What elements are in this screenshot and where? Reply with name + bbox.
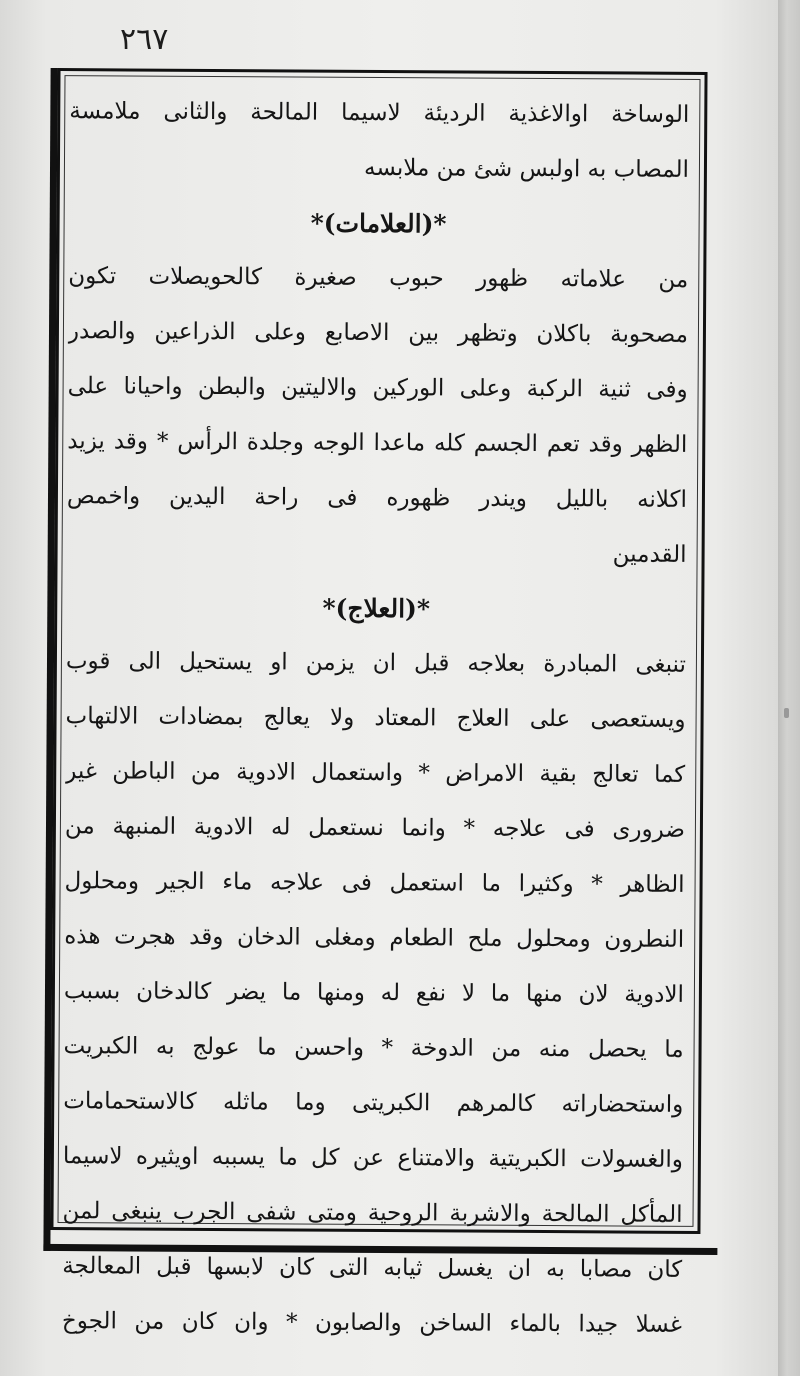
page-mark — [784, 708, 789, 718]
text-line: الوساخة اوالاغذية الرديئة لاسيما المالحة والثانى ملامسة — [69, 98, 690, 128]
text-line: المصاب به اولبس شئ من ملابسه — [363, 154, 690, 183]
next-page-edge — [778, 0, 800, 1376]
text-line: مصحوبة باكلان وتظهر بين الاصابع وعلى الذراعين والصدر — [67, 318, 689, 348]
text-line: القدمين — [612, 541, 687, 568]
text-line: ويستعصى على العلاج المعتاد ولا يعالج بمضادات الالتهاب — [65, 703, 686, 733]
text-line: من علاماته ظهور حبوب صغيرة كالحويصلات تكون — [68, 263, 689, 293]
text-line: الادوية لان منها ما لا نفع له ومنها ما يضر كالدخان بسبب — [63, 978, 684, 1008]
text-line: الظهر وقد تعم الجسم كله ماعدا الوجه وجلدة الرأس * وقد يزيد — [67, 428, 688, 458]
text-line: ما يحصل منه من الدوخة * واحسن ما عولج به الكبريت — [63, 1033, 684, 1063]
text-line: النطرون ومحلول ملح الطعام ومغلى الدخان وقد هجرت هذه — [64, 923, 685, 953]
text-block — [61, 84, 690, 1338]
section-heading: *(العلامات)* — [310, 208, 447, 239]
text-line: واستحضاراته كالمرهم الكبريتى وما ماثله كالاستحمامات — [63, 1088, 684, 1118]
text-line: وفى ثنية الركبة وعلى الوركين والاليتين والبطن واحيانا على — [67, 373, 688, 403]
page-number: ٢٦٧ — [120, 22, 169, 57]
text-line: غسلا جيدا بالماء الساخن والصابون * وان كان من الجوخ — [61, 1308, 682, 1338]
text-line: اكلانه بالليل ويندر ظهوره فى راحة اليدين واخمص — [66, 483, 688, 513]
section-heading: *(العلاج)* — [322, 593, 431, 624]
text-line: ضرورى فى علاجه * وانما نستعمل له الادوية المنبهة من — [64, 813, 685, 843]
text-line: كان مصابا به ان يغسل ثيابه التى كان لابسها قبل المعالجة — [62, 1253, 683, 1283]
text-line: والغسولات الكبريتية والامتناع عن كل ما يسببه اويثيره لاسيما — [62, 1143, 683, 1173]
text-line: كما تعالج بقية الامراض * واستعمال الادوية من الباطن غير — [65, 758, 686, 788]
text-line: الظاهر * وكثيرا ما استعمل فى علاجه ماء الجير ومحلول — [64, 868, 685, 898]
text-line: المأكل المالحة والاشربة الروحية ومتى شفى الجرب ينبغى لمن — [62, 1198, 683, 1228]
text-line: تنبغى المبادرة بعلاجه قبل ان يزمن او يستحيل الى قوب — [65, 648, 687, 678]
